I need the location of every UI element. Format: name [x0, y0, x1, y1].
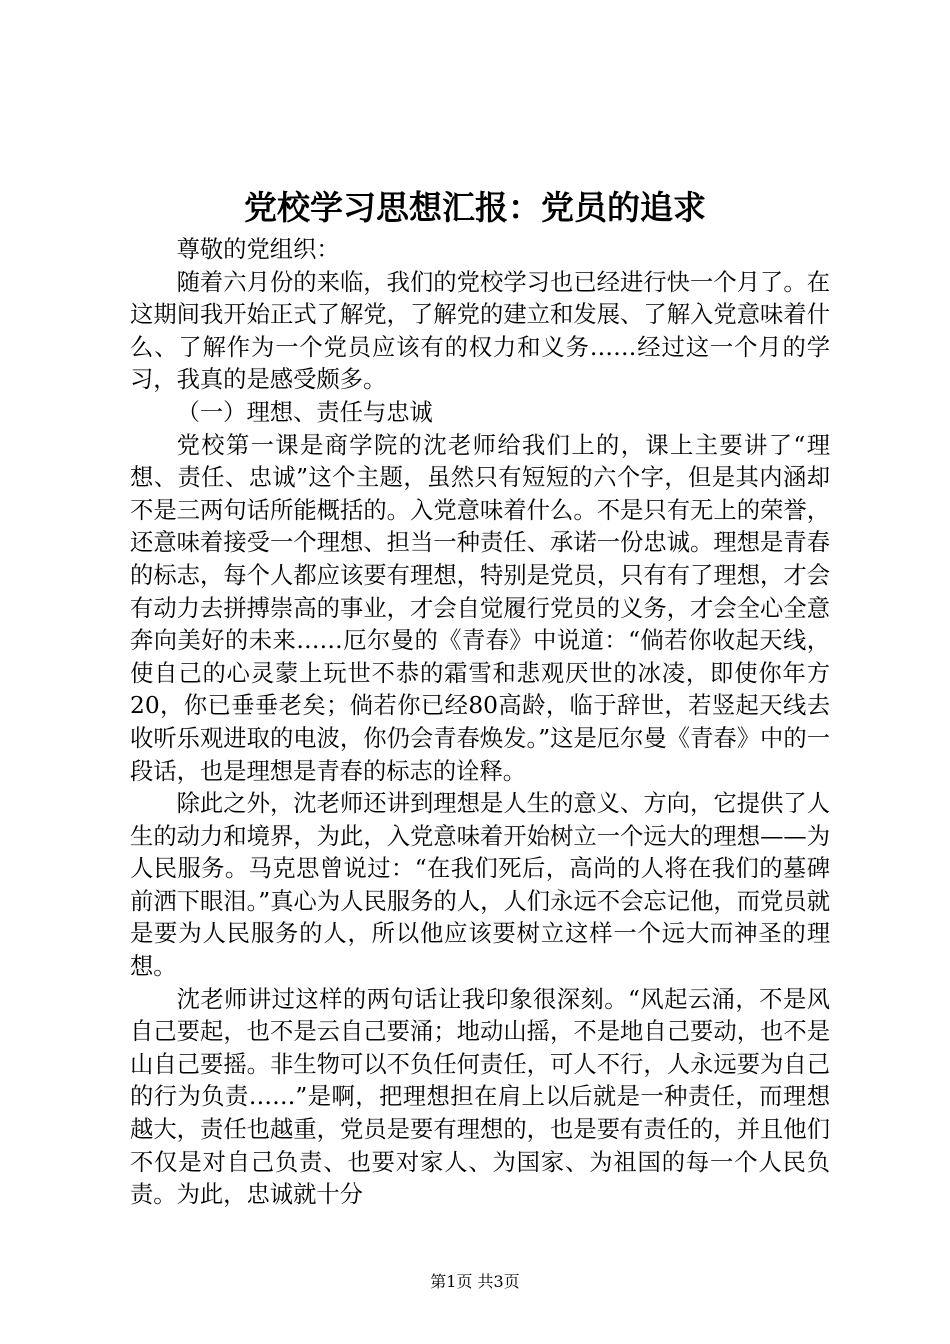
page-footer [0, 1272, 950, 1292]
document-title: 党校学习思想汇报：党员的追求 [244, 188, 706, 227]
paragraph-intro: 随着六月份的来临，我们的党校学习也已经进行快一个月了。在这期间我开始正式了解党，了解党的建立和发展、了解入党意味着什么、了解作为一个党员应该有的权力和义务……经过这一个月的学习，我真的是感受颇多。 [130, 268, 830, 394]
document-body [130, 234, 830, 1212]
section-heading: （一）理想、责任与忠诚 [176, 398, 433, 426]
paragraph-ideal-meaning: 除此之外，沈老师还讲到理想是人生的意义、方向，它提供了人生的动力和境界，为此，入党意味着开始树立一个远大的理想——为人民服务。马克思曾说过：“在我们死后，高尚的人将在我们的墓碑前洒下眼泪。”真心为人民服务的人，人们永远不会忘记他，而党员就是要为人民服务的人，所以他应该要树立这样一个远大而神圣的理想。 [130, 790, 830, 981]
paragraph-first-lesson: 党校第一课是商学院的沈老师给我们上的，课上主要讲了“理想、责任、忠诚”这个主题，虽然只有短短的六个字，但是其内涵却不是三两句话所能概括的。入党意味着什么。不是只有无上的荣誉，还意味着接受一个理想、担当一种责任、承诺一份忠诚。理想是青春的标志，每个人都应该要有理想，特别是党员，只有有了理想，才会有动力去拼搏崇高的事业，才会自觉履行党员的义务，才会全心全意奔向美好的未来……厄尔曼的《青春》中说道：“倘若你收起天线，使自己的心灵蒙上玩世不恭的霜雪和悲观厌世的冰凌，即使你年方20，你已垂垂老矣；倘若你已经80高龄，临于辞世，若竖起天线去收听乐观进取的电波，你仍会青春焕发。”这是厄尔曼《青春》中的一段话，也是理想是青春的标志的诠释。 [130, 431, 830, 785]
page-indicator: 第1页 共3页 [430, 1272, 520, 1291]
paragraph-responsibility: 沈老师讲过这样的两句话让我印象很深刻。“风起云涌，不是风自己要起，也不是云自己要涌；地动山摇，不是地自己要动，也不是山自己要摇。非生物可以不负任何责任，可人不行，人永远要为自己的行为负责……”是啊，把理想担在肩上以后就是一种责任，而理想越大，责任也越重，党员是要有理想的，也是要有责任的，并且他们不仅是对自己负责、也要对家人、为国家、为祖国的每一个人民负责。为此，忠诚就十分 [130, 985, 830, 1209]
salutation: 尊敬的党组织： [176, 236, 340, 263]
